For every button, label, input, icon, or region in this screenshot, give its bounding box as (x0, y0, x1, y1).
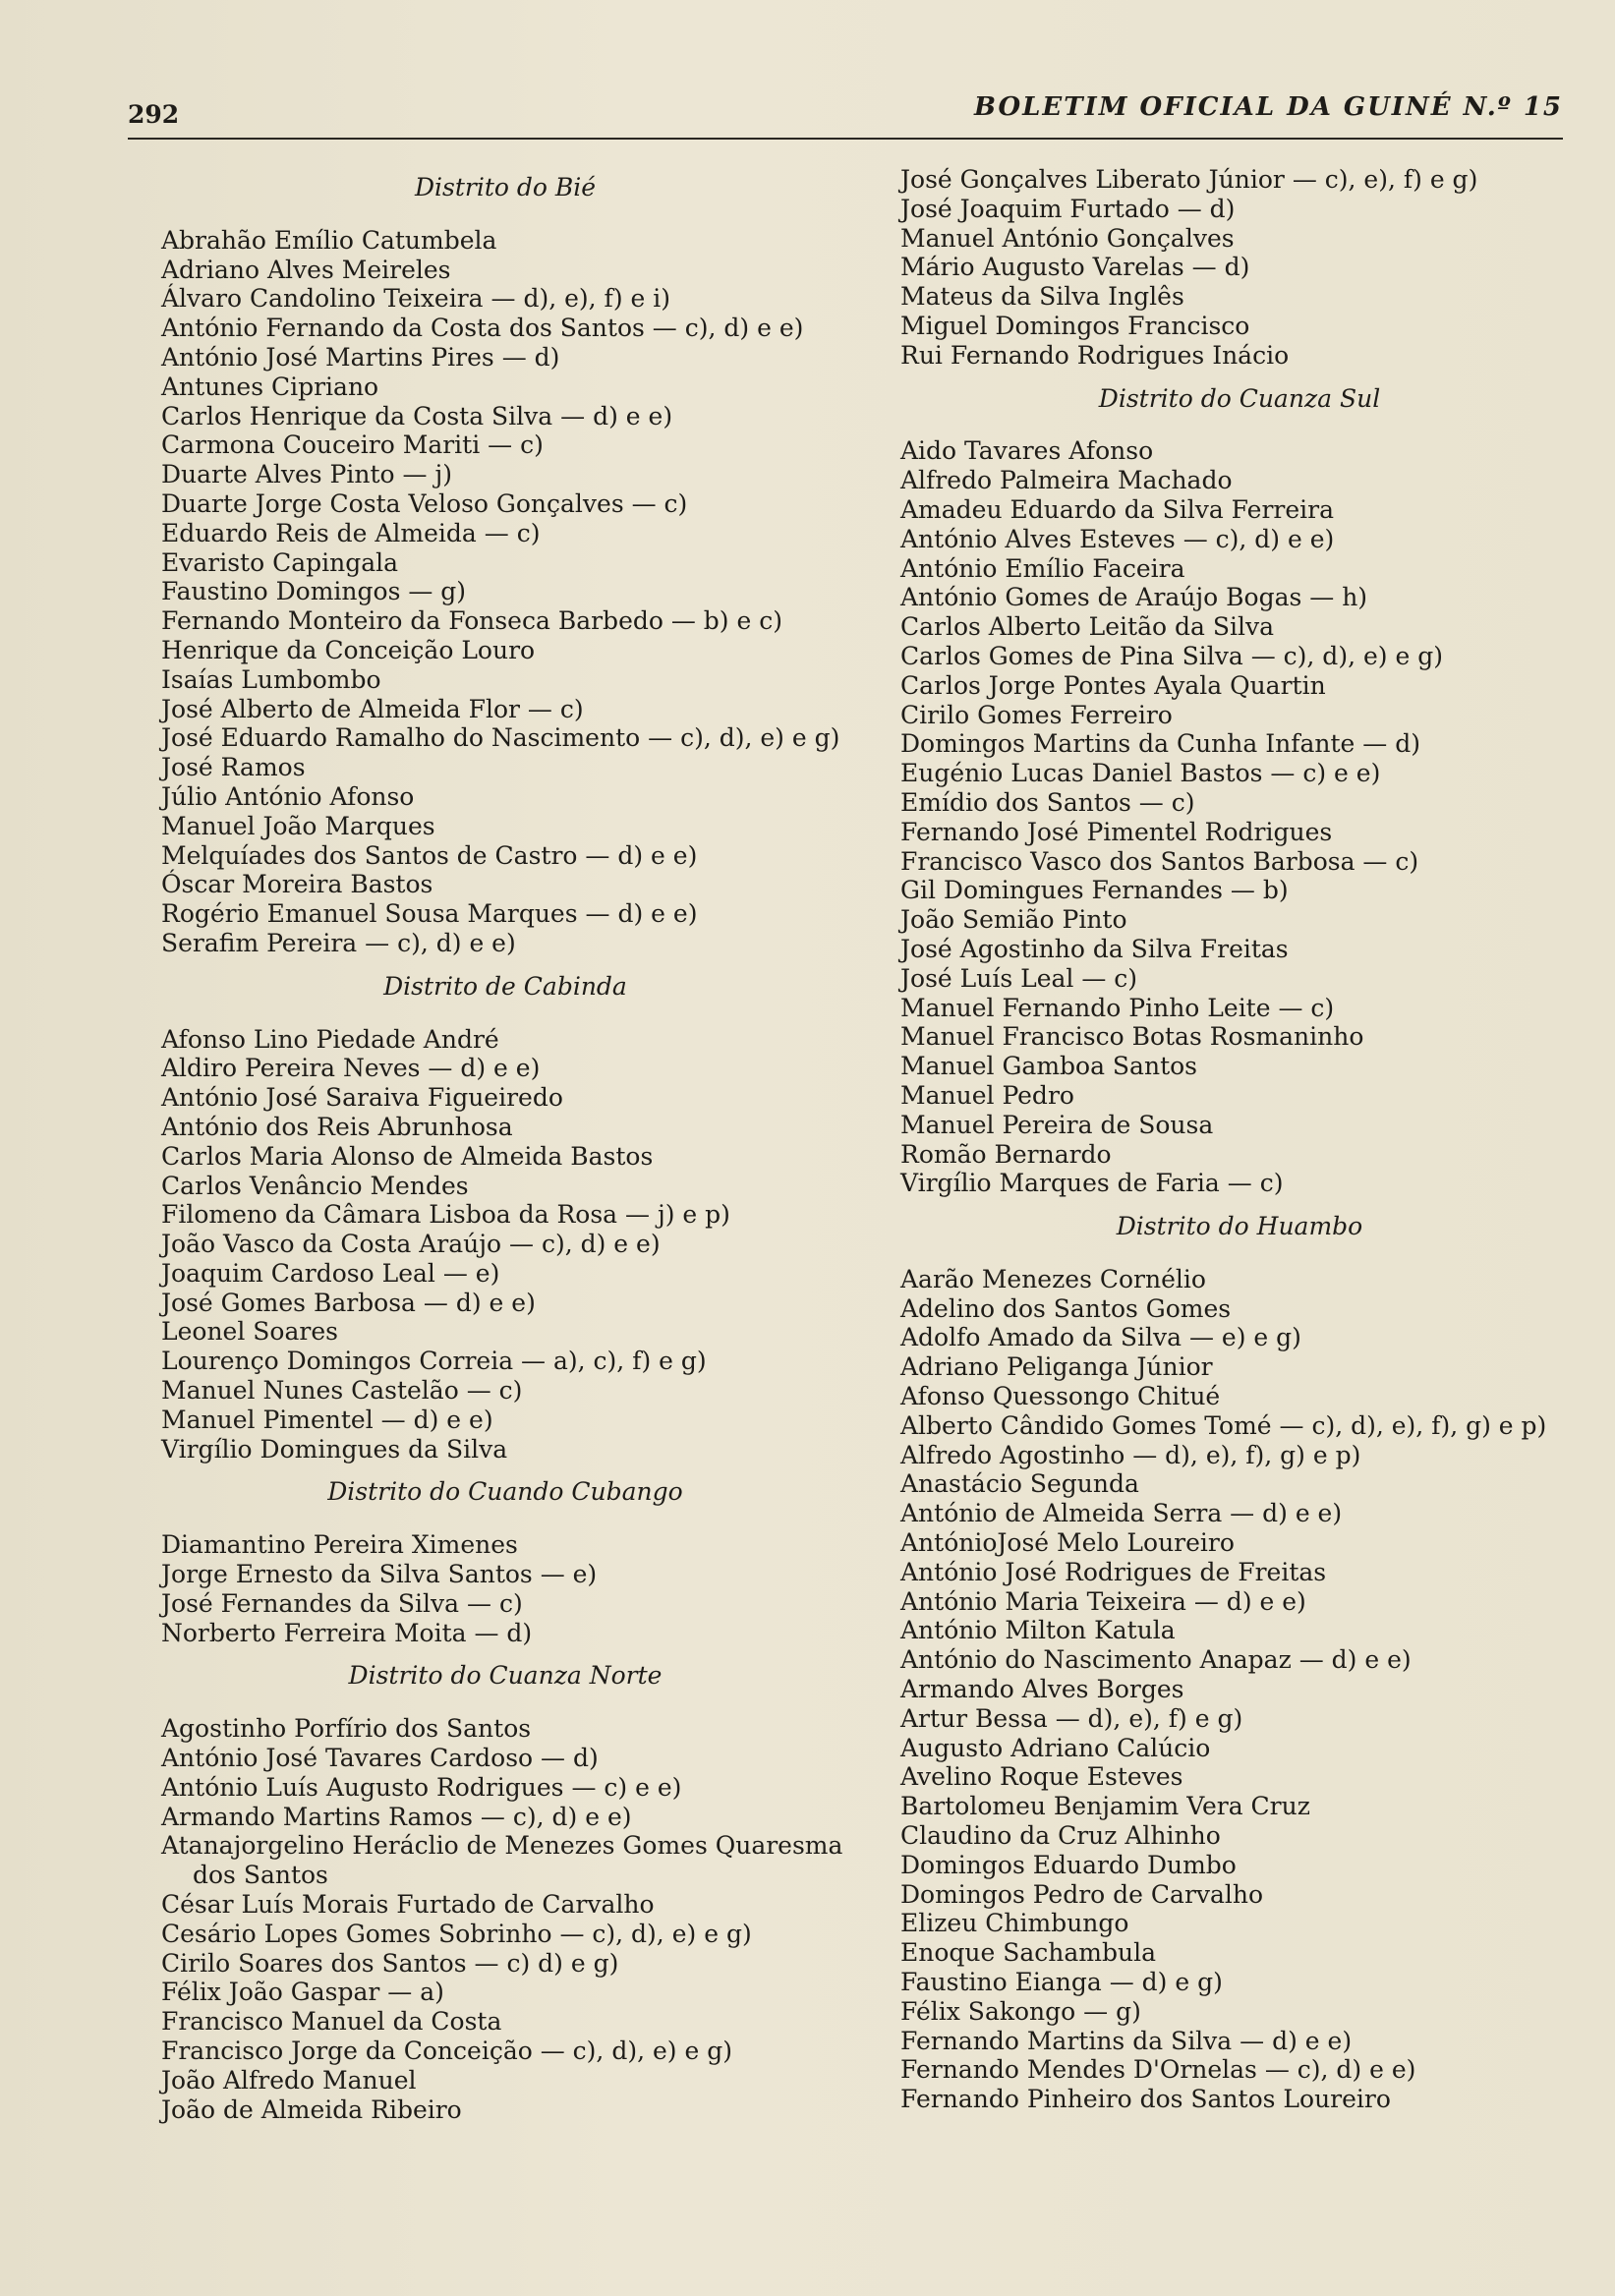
name-entry: António Luís Augusto Rodrigues — c) e e) (161, 1772, 682, 1802)
name-entry: Jorge Ernesto da Silva Santos — e) (161, 1560, 598, 1589)
name-entry: Atanajorgelino Heráclio de Menezes Gomes Quaresma (161, 1831, 843, 1861)
district-heading: Distrito do Huambo (1116, 1212, 1363, 1241)
name-entry: Bartolomeu Benjamim Vera Cruz (900, 1792, 1310, 1821)
name-entry: José Alberto de Almeida Flor — c) (161, 694, 584, 723)
section-spacer (161, 2124, 849, 2132)
name-entry: António Gomes de Araújo Bogas — h) (900, 583, 1368, 612)
name-entry: João Vasco da Costa Araújo — c), d) e e) (161, 1230, 661, 1259)
name-entry: António do Nascimento Anapaz — d) e e) (900, 1645, 1412, 1675)
name-entry: Cirilo Gomes Ferreiro (900, 700, 1173, 729)
name-entry: Fernando Martins da Silva — d) e e) (900, 2026, 1353, 2055)
name-entry: Manuel Nunes Castelão — c) (161, 1376, 523, 1406)
name-entry: Joaquim Cardoso Leal — e) (161, 1258, 500, 1288)
name-entry: António de Almeida Serra — d) e e) (900, 1499, 1343, 1528)
name-entry: Virgílio Marques de Faria — c) (900, 1169, 1284, 1198)
name-entry: Alfredo Palmeira Machado (900, 466, 1233, 495)
publication-title: BOLETIM OFICIAL DA GUINÉ N.º 15 (973, 92, 1563, 122)
name-entry: Domingos Eduardo Dumbo (900, 1850, 1237, 1879)
district-heading: Distrito do Bié (414, 173, 597, 201)
name-entry: Emídio dos Santos — c) (900, 787, 1195, 817)
district-heading: Distrito do Cuando Cubango (327, 1477, 683, 1507)
section-spacer (900, 1198, 1579, 1206)
section-spacer (161, 1647, 849, 1655)
name-entry: Manuel António Gonçalves (900, 223, 1235, 253)
name-entry: Francisco Jorge da Conceição — c), d), e) e g) (161, 2037, 732, 2066)
name-entry: Fernando Pinheiro dos Santos Loureiro (900, 2085, 1391, 2114)
name-entry: Aido Tavares Afonso (900, 436, 1154, 466)
name-entry: António José Saraiva Figueiredo (161, 1083, 563, 1113)
name-entry: António José Tavares Cardoso — d) (161, 1744, 599, 1773)
district-heading: Distrito de Cabinda (383, 971, 627, 1001)
name-entry: Armando Martins Ramos — c), d) e e) (161, 1802, 632, 1831)
name-entry: Armando Alves Borges (900, 1675, 1184, 1704)
name-entry: José Eduardo Ramalho do Nascimento — c), d), e) e g) (161, 723, 840, 753)
name-entry: Manuel Pedro (900, 1080, 1074, 1110)
name-entry: Diamantino Pereira Ximenes (161, 1530, 518, 1560)
name-entry: António Milton Katula (900, 1616, 1176, 1645)
name-entry: Adelino dos Santos Gomes (900, 1293, 1232, 1323)
name-entry: José Fernandes da Silva — c) (161, 1588, 523, 1618)
name-entry: Alberto Cândido Gomes Tomé — c), d), e), f), g) e p) (900, 1410, 1547, 1440)
name-entry: Carlos Alberto Leitão da Silva (900, 612, 1274, 642)
name-entry: Norberto Ferreira Moita — d) (161, 1618, 533, 1647)
section-spacer (900, 371, 1579, 378)
name-entry: Manuel Pimentel — d) e e) (161, 1405, 493, 1434)
name-entry: Isaías Lumbombo (161, 664, 381, 694)
name-entry: Aldiro Pereira Neves — d) e e) (161, 1054, 541, 1083)
page-number: 292 (128, 100, 180, 129)
name-entry: Júlio António Afonso (161, 781, 415, 811)
name-entry: Faustino Eianga — d) e g) (900, 1968, 1223, 1997)
name-entry: António dos Reis Abrunhosa (161, 1112, 513, 1141)
name-entry: António Emílio Faceira (900, 553, 1185, 583)
name-entry: António Alves Esteves — c), d) e e) (900, 524, 1335, 553)
name-entry: Leonel Soares (161, 1317, 338, 1347)
name-entry: João Alfredo Manuel (161, 2065, 417, 2095)
name-entry: Enoque Sachambula (900, 1938, 1156, 1968)
name-entry: Melquíades dos Santos de Castro — d) e e) (161, 840, 698, 870)
page-header (128, 86, 1563, 134)
name-entry: António Maria Teixeira — d) e e) (900, 1586, 1306, 1616)
district-heading: Distrito do Cuanza Norte (348, 1661, 663, 1691)
name-entry: João Semião Pinto (900, 905, 1127, 935)
name-entry: Rui Fernando Rodrigues Inácio (900, 340, 1290, 370)
name-entry: Álvaro Candolino Teixeira — d), e), f) e i) (161, 284, 671, 314)
right-column (900, 165, 1579, 2122)
name-entry: Manuel Gamboa Santos (900, 1052, 1197, 1081)
name-entry: Carlos Maria Alonso de Almeida Bastos (161, 1141, 654, 1171)
name-entry: Filomeno da Câmara Lisboa da Rosa — j) e p) (161, 1200, 730, 1230)
name-entry: Gil Domingues Fernandes — b) (900, 876, 1289, 905)
name-entry: Agostinho Porfírio dos Santos (161, 1714, 532, 1744)
name-entry: Carlos Gomes de Pina Silva — c), d), e) e g) (900, 641, 1443, 670)
name-entry: Carlos Jorge Pontes Ayala Quartin (900, 670, 1326, 700)
name-entry: Félix Sakongo — g) (900, 1996, 1141, 2026)
name-entry: Alfredo Agostinho — d), e), f), g) e p) (900, 1440, 1361, 1469)
section-spacer (900, 2114, 1579, 2122)
name-entry: Mateus da Silva Inglês (900, 282, 1184, 312)
left-column (161, 165, 849, 2132)
name-entry: Augusto Adriano Calúcio (900, 1733, 1211, 1762)
name-entry: José Gonçalves Liberato Júnior — c), e), f) e g) (900, 165, 1478, 194)
name-entry: Cirilo Soares dos Santos — c) d) e g) (161, 1948, 619, 1978)
name-entry: Amadeu Eduardo da Silva Ferreira (900, 494, 1334, 524)
name-entry: Eugénio Lucas Daniel Bastos — c) e e) (900, 759, 1381, 788)
name-entry: José Ramos (161, 753, 306, 782)
name-entry: Romão Bernardo (900, 1139, 1112, 1169)
name-entry: Domingos Pedro de Carvalho (900, 1879, 1264, 1909)
name-entry: Fernando Mendes D'Ornelas — c), d) e e) (900, 2055, 1416, 2085)
name-entry: César Luís Morais Furtado de Carvalho (161, 1890, 655, 1920)
name-entry: Fernando Monteiro da Fonseca Barbedo — b) e c) (161, 606, 783, 636)
name-entry: José Gomes Barbosa — d) e e) (161, 1288, 536, 1317)
name-entry: Antunes Cipriano (161, 372, 379, 401)
name-entry: AntónioJosé Melo Loureiro (900, 1528, 1235, 1558)
name-entry: Avelino Roque Esteves (900, 1762, 1183, 1792)
name-entry: João de Almeida Ribeiro (161, 2095, 462, 2124)
name-entry: Mário Augusto Varelas — d) (900, 253, 1250, 282)
name-entry: Adriano Peliganga Júnior (900, 1352, 1213, 1382)
name-entry: Afonso Quessongo Chitué (900, 1382, 1221, 1411)
name-entry: Manuel João Marques (161, 811, 435, 840)
name-entry: António Fernando da Costa dos Santos — c), d) e e) (161, 314, 804, 343)
name-entry: Adolfo Amado da Silva — e) e g) (900, 1323, 1301, 1352)
name-entry: Francisco Vasco dos Santos Barbosa — c) (900, 846, 1419, 876)
name-entry: José Luís Leal — c) (900, 963, 1138, 993)
name-entry: Rogério Emanuel Sousa Marques — d) e e) (161, 899, 698, 929)
name-entry: Elizeu Chimbungo (900, 1909, 1129, 1938)
name-entry: Serafim Pereira — c), d) e e) (161, 928, 516, 957)
name-entry: Anastácio Segunda (900, 1469, 1139, 1499)
name-entry: Afonso Lino Piedade André (161, 1024, 499, 1054)
name-entry: Duarte Jorge Costa Veloso Gonçalves — c) (161, 488, 688, 518)
header-rule (128, 138, 1563, 140)
name-entry: Claudino da Cruz Alhinho (900, 1821, 1221, 1851)
name-entry: Domingos Martins da Cunha Infante — d) (900, 729, 1420, 759)
name-entry: Fernando José Pimentel Rodrigues (900, 817, 1333, 846)
name-entry: dos Santos (193, 1861, 328, 1890)
name-entry: Manuel Francisco Botas Rosmaninho (900, 1022, 1364, 1052)
section-spacer (161, 958, 849, 966)
name-entry: Henrique da Conceição Louro (161, 635, 536, 664)
name-entry: Carlos Henrique da Costa Silva — d) e e) (161, 401, 673, 430)
section-spacer (161, 1464, 849, 1471)
name-entry: Abrahão Emílio Catumbela (161, 225, 497, 255)
name-entry: Duarte Alves Pinto — j) (161, 460, 452, 489)
name-entry: José Agostinho da Silva Freitas (900, 934, 1289, 963)
name-entry: Virgílio Domingues da Silva (161, 1434, 508, 1464)
name-entry: Eduardo Reis de Almeida — c) (161, 518, 541, 547)
name-entry: Artur Bessa — d), e), f) e g) (900, 1703, 1243, 1733)
name-entry: José Joaquim Furtado — d) (900, 194, 1236, 223)
name-entry: Lourenço Domingos Correia — a), c), f) e g) (161, 1347, 707, 1376)
name-entry: Miguel Domingos Francisco (900, 311, 1250, 340)
name-entry: Carmona Couceiro Mariti — c) (161, 430, 544, 460)
name-entry: Evaristo Capingala (161, 547, 399, 577)
name-entry: Faustino Domingos — g) (161, 577, 467, 606)
name-entry: Francisco Manuel da Costa (161, 2007, 502, 2037)
name-entry: Manuel Pereira de Sousa (900, 1110, 1214, 1139)
district-heading: Distrito do Cuanza Sul (1098, 383, 1381, 413)
name-entry: Cesário Lopes Gomes Sobrinho — c), d), e) e g) (161, 1919, 752, 1948)
name-entry: Carlos Venâncio Mendes (161, 1171, 469, 1200)
name-entry: Óscar Moreira Bastos (161, 870, 433, 899)
name-entry: António José Rodrigues de Freitas (900, 1557, 1327, 1586)
name-entry: Manuel Fernando Pinho Leite — c) (900, 993, 1335, 1022)
name-entry: Aarão Menezes Cornélio (900, 1264, 1206, 1293)
name-entry: Adriano Alves Meireles (161, 255, 451, 284)
name-entry: António José Martins Pires — d) (161, 342, 560, 372)
name-entry: Félix João Gaspar — a) (161, 1978, 444, 2007)
